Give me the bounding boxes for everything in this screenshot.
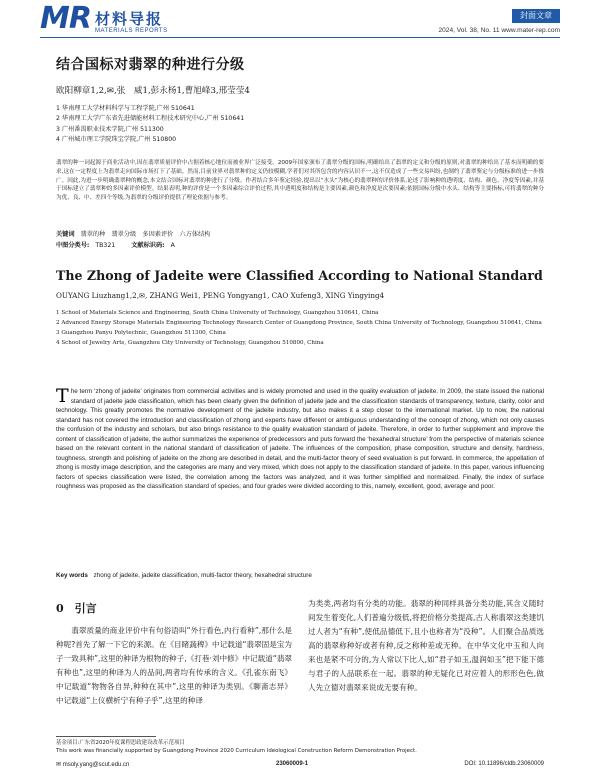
en-affiliation: 3 Guangzhou Panyu Polytechnic, Guangzhou 511300, China	[56, 330, 226, 336]
logo-mark: MR	[40, 1, 91, 36]
logo-en: MATERIALS REPORTS	[94, 28, 168, 34]
funding-footnote	[56, 739, 417, 755]
cn-authors: 欧阳柳章1,2,✉,张 威1,彭永杨1,曹旭峰3,邢莹莹4	[56, 86, 250, 96]
journal-info: 2024, Vol. 38, No. 11 www.mater-rep.com	[438, 27, 560, 34]
journal-header	[0, 0, 600, 40]
cn-affiliations	[56, 104, 244, 146]
en-affiliations	[56, 309, 544, 349]
footnote-rule	[56, 736, 156, 737]
journal-logo[interactable]	[40, 2, 168, 34]
body-right-column	[308, 597, 544, 695]
article-number: 23060009-1	[276, 761, 309, 767]
cn-affiliation: 4 广州城市理工学院珠宝学院,广州 510800	[56, 136, 177, 144]
cover-article-tag: 封面文章	[512, 9, 560, 23]
cn-abstract: 翡翠的种一词起源于商业活动中,因在翡翠质量评价中占据着核心地位而被业界广泛接受。2009年国家颁布了翡翠分级的国标,明确给出了翡翠的定义和分级的原则,对翡翠的种给出了基本而明确的要求,这在一定程度上为翡翠走向国际市场打下了基础。然而,目前业界对翡翠种的定义仍较模糊,学者们对其所包含的内容认识不一,这不仅造成了一些交易纠纷,也制约了翡翠鉴定与分级标准的进一步推广。因此,为进一步明确翡翠种的概念,本文结合国标对翡翠的种进行了分级。作者结合多年鉴定经验,提出以“水头”为核心的翡翠种的评价体系,论述了影响种的透明度、结构、颜色、净度等因素,并基于国标建立了翡翠种的多因素评价模型。结果表明,种的评价是一个多因素综合评价过程,其中透明度和结构是主要因素,颜色和净度是次要因素;依据国标分级中水头、结构等主要指标,可将翡翠的种分为优、良、中、差四个等级,为翡翠的分级评价提供了理论依据与参考。	[56, 160, 544, 202]
en-title: The Zhong of Jadeite were Classified According to National Standard	[56, 268, 543, 283]
clc-value: TB321	[95, 242, 116, 249]
en-keywords-value: zhong of jadeite, jadeite classification, multi-factor theory, hexahedral structure	[93, 572, 312, 579]
cn-affiliation: 2 华南理工大学广东省先进储能材料工程技术研究中心,广州 510641	[56, 115, 245, 123]
logo-text	[95, 10, 168, 34]
doc-code-label: 文献标识码:	[131, 242, 165, 249]
en-keywords	[56, 572, 312, 579]
drop-cap: T	[56, 385, 69, 407]
cn-affiliation: 1 华南理工大学材料科学与工程学院,广州 510641	[56, 105, 195, 112]
funding-en: This work was financially supported by Guangdong Province 2020 Curriculum Ideological Construction Reform Demonstration Project.	[56, 748, 417, 754]
en-abstract	[56, 387, 544, 492]
header-rule	[40, 37, 560, 38]
logo-cn: 材料导报	[94, 10, 163, 28]
clc-label: 中图分类号:	[56, 242, 90, 249]
cn-affiliation: 3 广州番禺职业技术学院,广州 511300	[56, 125, 164, 133]
cn-keywords-value: 翡翠的种 翡翠分级 多因素评价 六方体结构	[80, 231, 211, 238]
funding-cn: 基金项目:广东省2020年度课程思政建设改革示范项目	[56, 740, 185, 746]
corresponding-email[interactable]: ✉ msoly.yang@scut.edu.cn	[56, 762, 130, 768]
cn-keywords-label: 关键词	[56, 231, 75, 238]
cn-title: 结合国标对翡翠的种进行分级	[56, 57, 245, 73]
body-left-column	[56, 600, 292, 708]
doi-link[interactable]: DOI: 10.11896/cldb.23060009	[464, 761, 544, 767]
en-abstract-text: he term ‘zhong of jadeite’ originates from commercial activities and is widely promoted and used in the quality evaluation of jadeite. In 2009, the state issued the national standard of jadeite jade classification, which has been clearly given the definition of jadeite jade and the classification standards of transparency, texture, clarity, color and technology. This greatly promotes the normative development of the jadeite industry, but also makes it a step closer to the international market. Up to now, the national standard has not covered the introduction and classification of zhong and experts have different or ambiguous understanding of the concept of zhong, which not only causes the confusion of the industry and scholars, but also brings resistance to the quality evaluation standard of jadeite. Therefore, in order to further supplement and improve the content of classification of jadeite, the author summarizes the experience of predecessors and puts forward the ‘hexahedral structure’ from the perspective of materials science based on the relevant content in the national standard of classification of jadeite. The influences of the composition, phase composition, structure and density, hardness, toughness, strength and polishing of jadeite on the zhong are described in detail, and the multi-factor theory of seed evaluation is put forward. In commerce, the appellation of zhong is mostly image description, and the categories are many and very mixed, which does not apply to the classification standard of jadeite. In this paper, various influencing factors of species classification were listed, the correlation among the factors was analyzed, and it was further simplified and normalized. Finally, the index of surface roughness was proposed as the classification standard of species, and four grades were divided according to this, namely, excellent, good, average and poor.	[56, 388, 544, 490]
en-keywords-label: Key words	[56, 572, 88, 579]
en-authors: OUYANG Liuzhang1,2,✉, ZHANG Wei1, PENG Yongyang1, CAO Xufeng3, XING Yingying4	[56, 291, 385, 300]
section-heading: 0 引言	[56, 602, 97, 615]
doc-code-value: A	[170, 242, 175, 249]
cn-classification	[56, 240, 175, 249]
en-affiliation: 4 School of Jewelry Arts, Guangzhou City University of Technology, Guangzhou 510800, China	[56, 340, 324, 346]
body-paragraph: 翡翠质量的商业评价中有句俗语叫“外行看色,内行看种”,那什么是种呢?首先了解一下它的来源。在《目睹蔬稗》中记载道“翡翠固是宝为子一致具种”,这里的种译为根物的种子,《打巷·刘中修》中记载道“翡翠有种也”,这里的种译为人的品间,两者均有传承的含义。《孔雀东南飞》中记载道“物物各自异,种种在其中”,这里的种译为类别。《聊斋志异》中记载道“上仪横析宁有种子乎”,这里的种译	[56, 626, 292, 705]
cn-keywords	[56, 229, 210, 238]
en-affiliation: 2 Advanced Energy Storage Materials Engineering Technology Research Center of Guangdong Province, South China University of Technology, Guangzhou 510641, China	[56, 320, 542, 326]
body-paragraph: 为类类,两者均有分类的功能。翡翠的种同样具备分类功能,其含义随时间发生着变化,人们普遍分级低,将把价格分类提高,古人称翡翠这类建饥过人者为“有种”,使低品德低下,且小也称者为“没种”。人们聚合品质选高的翡翠称种好或者有种,反之称种差或无种。在中华文化中玉和人向来也是紧不可分的,为人常以下比人,如“君子如玉,温润如玉”把下能下德与君子的人品联系在一起。翡翠的种无疑化已对应着人的形形色色,做人先立德对翡翠来说成无要有种。	[308, 599, 544, 692]
en-affiliation: 1 School of Materials Science and Engineering, South China University of Technology, Guangzhou 510641, China	[56, 310, 379, 316]
